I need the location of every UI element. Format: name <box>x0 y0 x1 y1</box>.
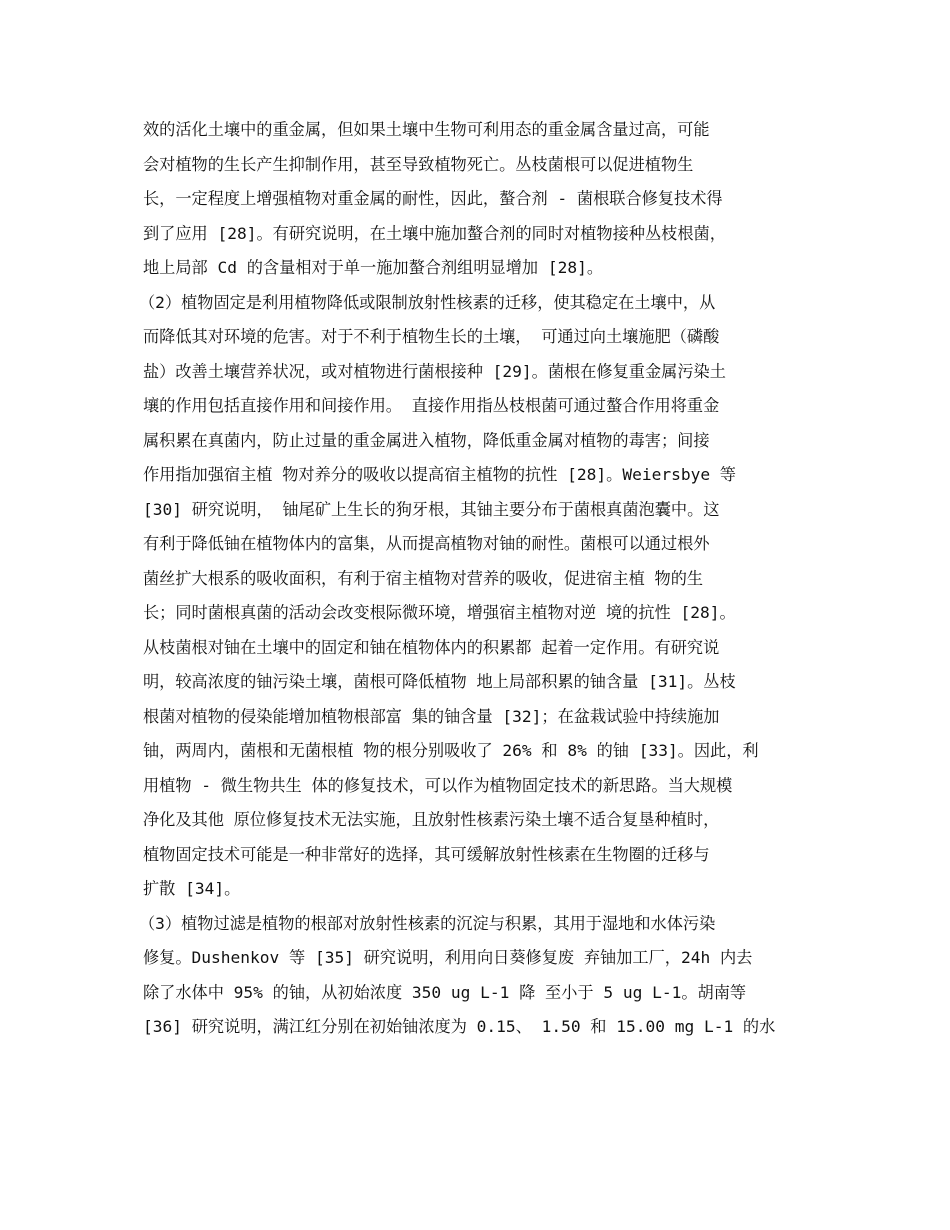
text-line: （2）植物固定是利用植物降低或限制放射性核素的迁移，使其稳定在土壤中，从 <box>139 292 716 312</box>
text-line: 盐）改善土壤营养状况，或对植物进行菌根接种 [29]。菌根在修复重金属污染土 <box>143 361 726 381</box>
text-line: 修复。Dushenkov 等 [35] 研究说明，利用向日葵修复废 弃铀加工厂，24h 内去 <box>143 948 753 967</box>
text-line: [30] 研究说明， 铀尾矿上生长的狗牙根，其铀主要分布于菌根真菌泡囊中。这 <box>143 499 720 519</box>
text-line: 明，较高浓度的铀污染土壤，菌根可降低植物 地上局部积累的铀含量 [31]。丛枝 <box>143 672 736 691</box>
text-line: 壤的作用包括直接作用和间接作用。 直接作用指丛枝根菌可通过螯合作用将重金 <box>143 396 720 415</box>
text-line: 从枝菌根对铀在土壤中的固定和铀在植物体内的积累都 起着一定作用。有研究说 <box>143 637 720 657</box>
text-line: 作用指加强宿主植 物对养分的吸收以提高宿主植物的抗性 [28]。Weiersbye 等 <box>143 465 736 484</box>
text-line: 根菌对植物的侵染能增加植物根部富 集的铀含量 [32]；在盆栽试验中持续施加 <box>143 706 720 726</box>
text-line: 植物固定技术可能是一种非常好的选择，其可缓解放射性核素在生物圈的迁移与 <box>143 844 710 864</box>
text-line: （3）植物过滤是植物的根部对放射性核素的沉淀与积累，其用于湿地和水体污染 <box>139 913 716 933</box>
text-line: 用植物 - 微生物共生 体的修复技术，可以作为植物固定技术的新思路。当大规模 <box>143 775 733 795</box>
text-line: 铀，两周内，菌根和无菌根植 物的根分别吸收了 26% 和 8% 的铀 [33]。因此，利 <box>143 741 759 760</box>
text-line: 属积累在真菌内，防止过量的重金属进入植物，降低重金属对植物的毒害；间接 <box>143 430 710 450</box>
text-line: 除了水体中 95% 的铀，从初始浓度 350 ug L-1 降 至小于 5 ug L-1。胡南等 <box>143 982 747 1002</box>
text-line: 效的活化土壤中的重金属，但如果土壤中生物可利用态的重金属含量过高，可能 <box>143 120 710 139</box>
text-line: 长，一定程度上增强植物对重金属的耐性，因此，螯合剂 - 菌根联合修复技术得 <box>143 189 723 208</box>
text-line: 会对植物的生长产生抑制作用，甚至导致植物死亡。丛枝菌根可以促进植物生 <box>143 154 694 174</box>
text-line: 扩散 [34]。 <box>143 879 241 898</box>
body-text <box>139 113 813 1045</box>
text-line: 而降低其对环境的危害。对于不利于植物生长的土壤， 可通过向土壤施肥（磷酸 <box>143 327 720 346</box>
text-line: 到了应用 [28]。有研究说明，在土壤中施加螯合剂的同时对植物接种丛枝根菌， <box>143 223 726 243</box>
text-line: 长；同时菌根真菌的活动会改变根际微环境，增强宿主植物对逆 境的抗性 [28]。 <box>143 603 736 622</box>
text-line: 有利于降低铀在植物体内的富集，从而提高植物对铀的耐性。菌根可以通过根外 <box>143 534 710 553</box>
text-line: 净化及其他 原位修复技术无法实施，且放射性核素污染土壤不适合复垦种植时， <box>143 810 720 829</box>
text-line: [36] 研究说明，满江红分别在初始铀浓度为 0.15、 1.50 和 15.00 mg L-1 的水 <box>143 1017 776 1036</box>
text-line: 菌丝扩大根系的吸收面积，有利于宿主植物对营养的吸收，促进宿主植 物的生 <box>143 568 704 588</box>
text-line: 地上局部 Cd 的含量相对于单一施加螯合剂组明显增加 [28]。 <box>143 258 604 277</box>
